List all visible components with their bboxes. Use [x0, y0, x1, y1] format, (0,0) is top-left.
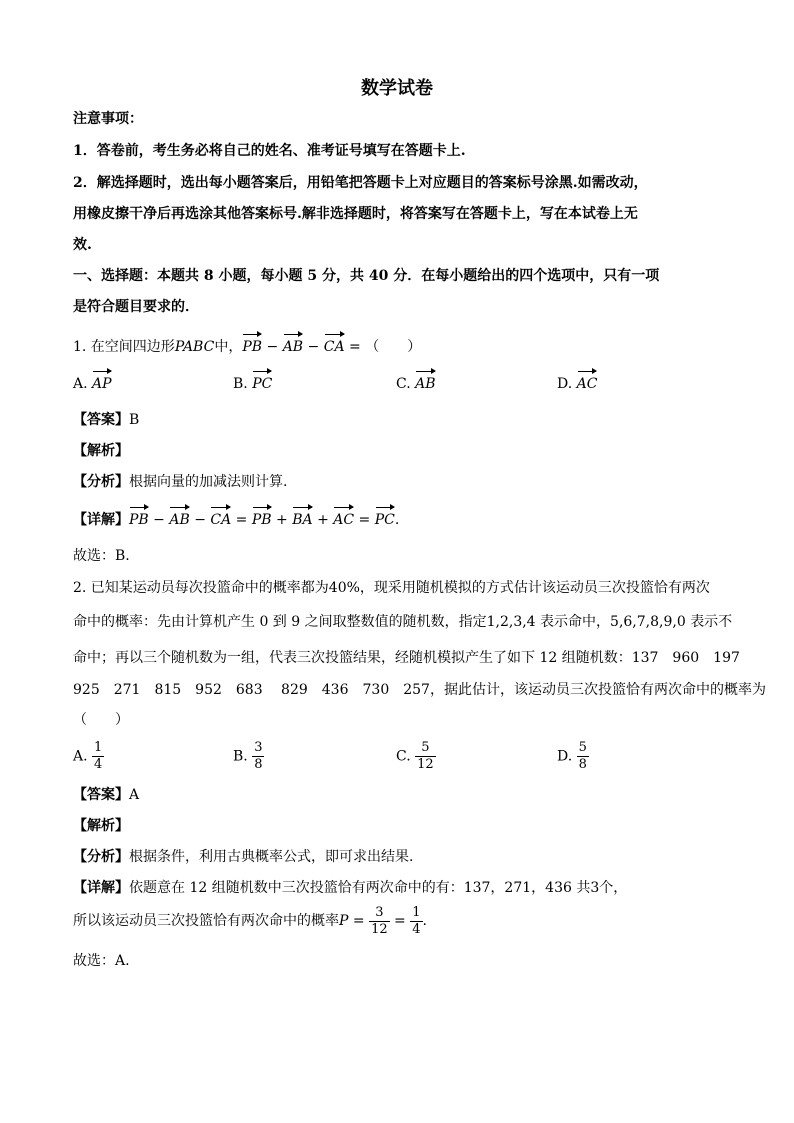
denominator: 12	[417, 757, 434, 772]
option-fraction	[415, 740, 436, 773]
q2-conclusion: 故选：A.	[73, 953, 130, 969]
page-title: 数学试卷	[361, 78, 433, 99]
answer-label: 【答案】	[73, 412, 129, 428]
numerator: 5	[415, 740, 436, 757]
notice-heading: 注意事项：	[73, 111, 143, 127]
fraction	[410, 905, 422, 938]
option-letter: D.	[557, 376, 573, 392]
numerator: 5	[578, 740, 587, 755]
vec: PC	[374, 512, 395, 528]
denominator: 4	[94, 757, 103, 772]
q2-analysis-label: 【解析】	[73, 818, 129, 834]
vec: CA	[210, 512, 232, 528]
fenxi-label: 【分析】	[73, 849, 129, 865]
q2-option-c	[396, 740, 436, 773]
q1-vec-ca: CA	[323, 339, 345, 355]
fenxi-label: 【分析】	[73, 474, 129, 490]
q2-option-d	[557, 740, 589, 773]
option-letter: A.	[73, 376, 88, 392]
q1-conclusion: 故选：B.	[73, 548, 130, 564]
section-heading-line-2: 是符合题目要求的．	[73, 299, 199, 315]
vec: AC	[333, 512, 355, 528]
numerator: 3	[369, 905, 390, 922]
q1-shape: PABC	[174, 339, 215, 355]
detail-text: 所以该运动员三次投篮恰有两次命中的概率	[73, 913, 339, 929]
q1-stem-suffix: （ ）	[365, 339, 422, 355]
numerator: 1	[412, 904, 421, 920]
option-letter: B.	[233, 376, 248, 392]
q2-stem-line-3: 命中；再以三个随机数为一组，代表三次投篮结果，经随机模拟产生了如下 12 组随机数：137 960 197	[73, 650, 740, 666]
q1-option-b	[233, 374, 272, 394]
option-fraction	[252, 740, 264, 773]
notice-item-1: 1．答卷前，考生务必将自己的姓名、准考证号填写在答题卡上.	[73, 143, 466, 159]
q1-fenxi	[73, 472, 287, 492]
q2-stem-line-2: 命中的概率：先由计算机产生 0 到 9 之间取整数值的随机数，指定1,2,3,4 表示命中，5,6,7,8,9,0 表示不	[73, 614, 733, 630]
option-fraction	[92, 740, 104, 773]
option-letter: C.	[396, 376, 411, 392]
fraction	[369, 905, 390, 938]
vec: PB	[251, 512, 272, 528]
q2-option-a	[73, 740, 104, 773]
answer-label: 【答案】	[73, 787, 129, 803]
notice-item-2-line-2: 用橡皮擦干净后再选涂其他答案标号.解非选择题时，将答案写在答题卡上，写在本试卷上无	[73, 206, 638, 222]
fenxi-text: 根据向量的加减法则计算.	[129, 474, 288, 490]
option-vector: PC	[252, 376, 273, 392]
fenxi-text: 根据条件，利用古典概率公式，即可求出结果.	[129, 849, 414, 865]
detail-label: 【详解】	[73, 880, 129, 896]
q2-option-b	[233, 740, 264, 773]
prob-var: P	[339, 913, 349, 929]
numerator: 1	[94, 740, 103, 755]
q1-detail: 【详解】PB − AB − CA = PB + BA + AC = PC.	[73, 512, 400, 528]
q2-stem-line-4: 925 271 815 952 683 829 436 730 257，据此估计，该运动员三次投篮恰有两次命中的概率为	[73, 682, 766, 698]
option-letter: A.	[73, 748, 88, 765]
option-letter: C.	[396, 748, 411, 765]
numerator: 3	[254, 740, 263, 755]
q2-fenxi	[73, 847, 413, 867]
denominator: 8	[254, 757, 263, 772]
q1-stem-mid: 中，	[214, 339, 243, 355]
notice-item-2-line-1: 2．解选择题时，选出每小题答案后，用铅笔把答题卡上对应题目的答案标号涂黑.如需改动，	[73, 175, 648, 191]
vec: BA	[292, 512, 313, 528]
answer-value: B	[129, 412, 140, 428]
q1-stem: 1. 在空间四边形PABC中，PB − AB − CA = （ ）	[73, 339, 422, 355]
vec: PB	[129, 512, 149, 528]
option-vector: AC	[576, 376, 598, 392]
q1-vec-ab: AB	[282, 339, 304, 355]
detail-text: 依题意在 12 组随机数中三次投篮恰有两次命中的有：137，271，436 共3个，	[129, 880, 628, 896]
denominator: 4	[412, 921, 421, 937]
option-vector: AB	[415, 376, 436, 392]
detail-label: 【详解】	[73, 512, 129, 528]
q2-detail-line-2: 所以该运动员三次投篮恰有两次命中的概率P = $\frac{3}{12}$ = $\frac{1}{4}$ .	[73, 904, 427, 937]
option-vector: AP	[92, 376, 112, 392]
option-letter: B.	[233, 748, 248, 765]
q1-answer	[73, 410, 139, 430]
q1-vec-pb: PB	[242, 339, 263, 355]
q1-option-c	[396, 374, 436, 394]
q2-detail	[73, 878, 627, 898]
option-fraction	[577, 740, 589, 773]
denominator: 8	[578, 757, 587, 772]
option-letter: D.	[557, 748, 573, 765]
q2-stem-line-5: （ ）	[73, 712, 129, 728]
section-heading-line-1: 一、选择题：本题共 8 小题，每小题 5 分，共 40 分．在每小题给出的四个选项中，只有一项	[73, 268, 660, 284]
denominator: 12	[371, 921, 388, 937]
q1-option-d	[557, 374, 597, 394]
vec: AB	[169, 512, 190, 528]
q2-stem-line-1: 2. 已知某运动员每次投篮命中的概率都为40%，现采用随机模拟的方式估计该运动员三次投篮恰有两次	[73, 580, 710, 596]
q1-stem-prefix: 1. 在空间四边形	[73, 339, 175, 355]
notice-item-2-line-3: 效.	[73, 237, 92, 253]
q1-analysis-label: 【解析】	[73, 443, 129, 459]
answer-value: A	[129, 787, 140, 803]
q1-option-a	[73, 374, 112, 394]
q2-answer	[73, 785, 139, 805]
